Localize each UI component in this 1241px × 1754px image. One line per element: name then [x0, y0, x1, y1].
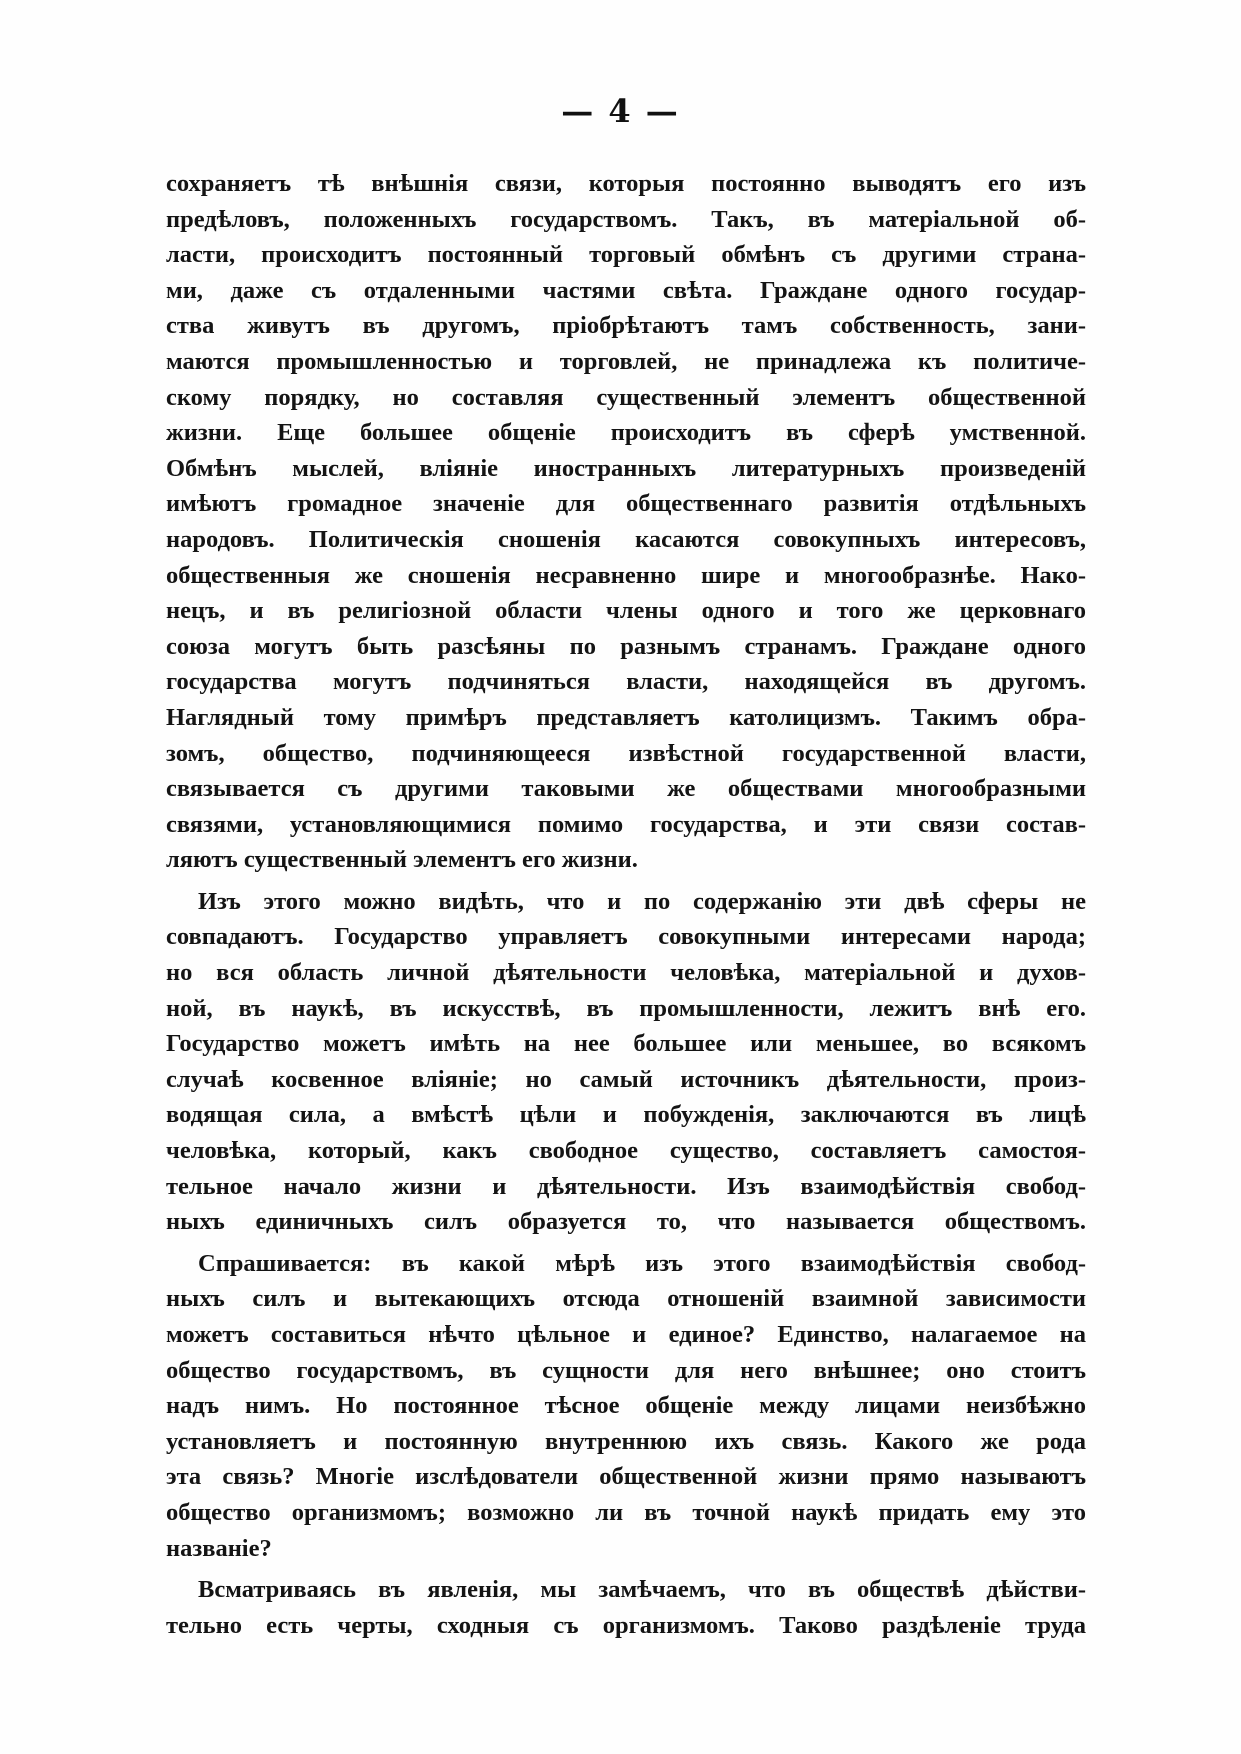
text-line: предѣловъ, положенныхъ государствомъ. Такъ, въ матеріальной об-	[166, 205, 1086, 233]
text-line: ства живутъ въ другомъ, пріобрѣтаютъ тамъ собственность, зани-	[166, 312, 1086, 340]
text-line: общество государствомъ, въ сущности для него внѣшнее; оно стоитъ	[166, 1356, 1086, 1384]
text-line: жизни. Еще большее общеніе происходитъ въ сферѣ умственной.	[166, 419, 1086, 447]
text-line: зомъ, общество, подчиняющееся извѣстной государственной власти,	[166, 739, 1086, 767]
paragraph	[166, 1572, 1086, 1643]
text-line: ляютъ существенный элементъ его жизни.	[166, 846, 638, 874]
paragraph	[166, 1246, 1086, 1566]
paragraph	[166, 166, 1086, 878]
text-line: водящая сила, а вмѣстѣ цѣли и побужденія, заключаются въ лицѣ	[166, 1101, 1086, 1129]
text-line: человѣка, который, какъ свободное существо, составляетъ самостоя-	[166, 1137, 1086, 1165]
text-line: ныхъ силъ и вытекающихъ отсюда отношеній взаимной зависимости	[166, 1285, 1086, 1313]
text-line: случаѣ косвенное вліяніе; но самый источникъ дѣятельности, произ-	[166, 1065, 1086, 1093]
text-line: связями, установляющимися помимо государства, и эти связи состав-	[166, 810, 1086, 838]
text-line: нецъ, и въ религіозной области члены одного и того же церковнаго	[166, 597, 1086, 625]
text-line: установляетъ и постоянную внутреннюю ихъ связь. Какого же рода	[166, 1427, 1086, 1455]
text-line: Всматриваясь въ явленія, мы замѣчаемъ, что въ обществѣ дѣйстви-	[198, 1576, 1086, 1604]
text-line: Государство можетъ имѣть на нее большее или меньшее, во всякомъ	[166, 1030, 1086, 1058]
text-line: Спрашивается: въ какой мѣрѣ изъ этого взаимодѣйствія свобод-	[198, 1249, 1086, 1277]
text-line: маются промышленностью и торговлей, не принадлежа къ политиче-	[166, 347, 1086, 375]
text-line: имѣютъ громадное значеніе для общественнаго развитія отдѣльныхъ	[166, 490, 1086, 518]
text-line: государства могутъ подчиняться власти, находящейся въ другомъ.	[166, 668, 1086, 696]
text-line: скому порядку, но составляя существенный элементъ общественной	[166, 383, 1086, 411]
text-line: совпадаютъ. Государство управляетъ совокупными интересами народа;	[166, 923, 1086, 951]
text-line: ми, даже съ отдаленными частями свѣта. Граждане одного государ-	[166, 276, 1086, 304]
text-line: ласти, происходитъ постоянный торговый обмѣнъ съ другими страна-	[166, 241, 1086, 269]
text-line: общество организмомъ; возможно ли въ точной наукѣ придать ему это	[166, 1498, 1086, 1526]
text-line: союза могутъ быть разсѣяны по разнымъ странамъ. Граждане одного	[166, 632, 1086, 660]
text-line: тельное начало жизни и дѣятельности. Изъ взаимодѣйствія свобод-	[166, 1172, 1086, 1200]
text-line: эта связь? Многіе изслѣдователи общественной жизни прямо называютъ	[166, 1463, 1086, 1491]
text-line: Изъ этого можно видѣть, что и по содержанію эти двѣ сферы не	[198, 887, 1086, 915]
text-line: можетъ составиться нѣчто цѣльное и единое? Единство, налагаемое на	[166, 1321, 1086, 1348]
text-line: сохраняетъ тѣ внѣшнія связи, которыя постоянно выводятъ его изъ	[166, 170, 1086, 197]
page-number: — 4 —	[561, 92, 680, 130]
text-line: тельно есть черты, сходныя съ организмомъ. Таково раздѣленіе труда	[166, 1611, 1086, 1639]
text-line: названіе?	[166, 1534, 272, 1562]
text-line: Обмѣнъ мыслей, вліяніе иностранныхъ литературныхъ произведеній	[166, 454, 1086, 482]
text-line: но вся область личной дѣятельности человѣка, матеріальной и духов-	[166, 959, 1086, 987]
text-line: ныхъ единичныхъ силъ образуется то, что называется обществомъ.	[166, 1208, 1086, 1236]
text-line: надъ нимъ. Но постоянное тѣсное общеніе между лицами неизбѣжно	[166, 1392, 1086, 1420]
text-line: народовъ. Политическія сношенія касаются совокупныхъ интересовъ,	[166, 525, 1086, 553]
paragraph	[166, 884, 1086, 1240]
body-text	[166, 166, 1086, 1643]
text-line: общественныя же сношенія несравненно шире и многообразнѣе. Нако-	[166, 561, 1086, 589]
text-line: связывается съ другими таковыми же обществами многообразными	[166, 775, 1086, 803]
text-line: Наглядный тому примѣръ представляетъ католицизмъ. Такимъ обра-	[166, 703, 1086, 731]
text-line: ной, въ наукѣ, въ искусствѣ, въ промышленности, лежитъ внѣ его.	[166, 994, 1086, 1022]
